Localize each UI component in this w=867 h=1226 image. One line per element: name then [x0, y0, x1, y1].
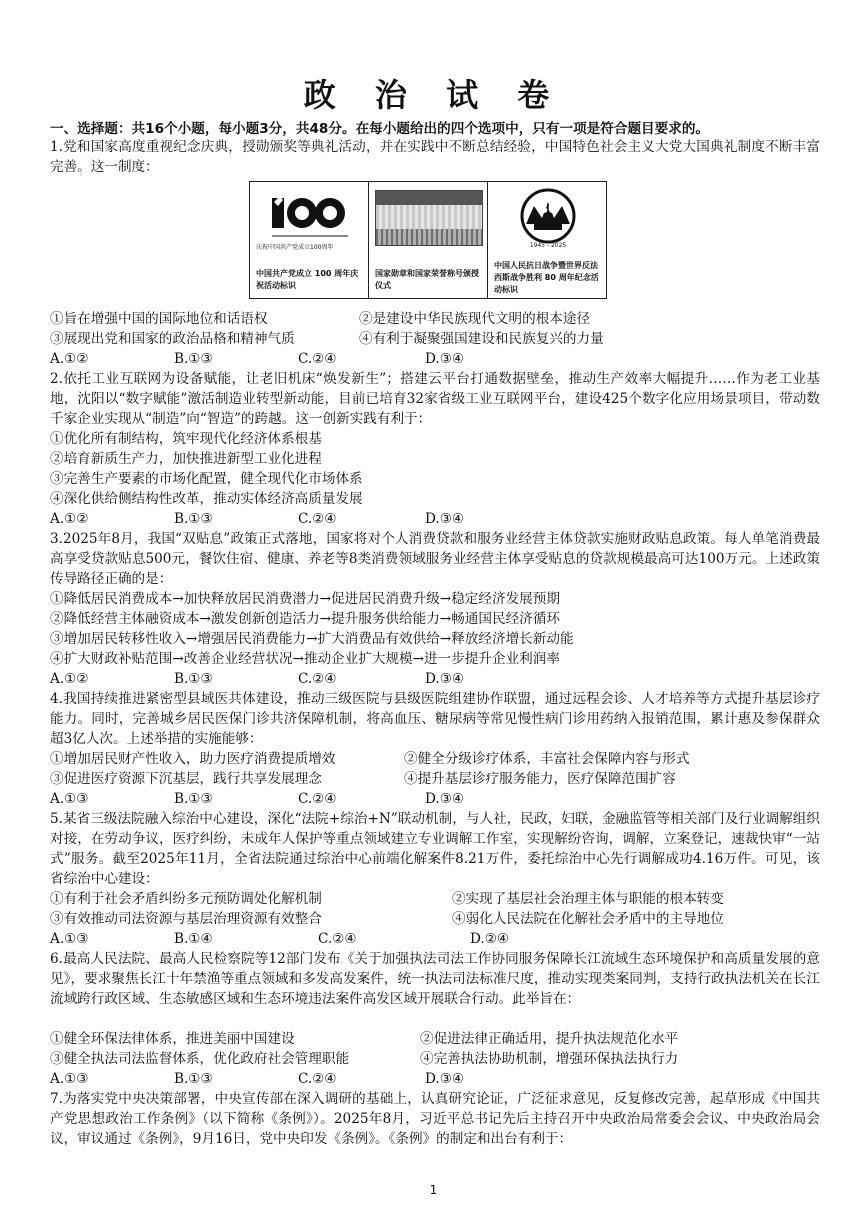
q6-choice-c: C.②④: [298, 1071, 337, 1087]
q3-choice-b: B.①③: [174, 671, 213, 687]
q2-choice-d: D.③④: [425, 511, 465, 527]
q3-choice-c: C.②④: [298, 671, 337, 687]
q5-item-1: ①有利于社会矛盾纠纷多元预防调处化解机制: [50, 891, 322, 907]
page-title: 政 治 试 卷: [303, 76, 564, 114]
q1-item-1: ①旨在增强中国的国际地位和话语权: [50, 311, 268, 327]
q1-choice-a: A.①②: [50, 351, 89, 367]
logo-3-years: 1945 - 2025: [529, 242, 567, 249]
q2-item-3: ③完善生产要素的市场化配置，健全现代化市场体系: [50, 471, 363, 487]
question-2-stem: 2.依托工业互联网为设备赋能，让老旧机床“焕发新生”；搭建云平台打通数据壁垒，推动生产效率大幅提升……作为老工业基地，沈阳以“数字赋能”激活制造业转型新动能，目前已培育32家省级工业互联网平台，建设425个数字化应用场景项目，带动数千家企业实现从“制造”向“智造”的跨越。这一创新实践有利于：: [50, 371, 820, 427]
q1-choice-c: C.②④: [298, 351, 337, 367]
q6-item-2: ②促进法律正确适用，提升执法规范化水平: [420, 1031, 679, 1047]
q3-choice-d: D.③④: [425, 671, 465, 687]
q5-item-2: ②实现了基层社会治理主体与职能的根本转变: [452, 891, 724, 907]
logo-3-number: 80: [538, 202, 558, 217]
q1-choice-b: B.①③: [174, 351, 213, 367]
q4-item-1: ①增加居民财产性收入，助力医疗消费提质增效: [50, 751, 336, 767]
section-heading: 一、选择题：共16个小题，每小题3分，共48分。在每小题给出的四个选项中，只有一项是符合题目要求的。: [50, 121, 710, 137]
q5-choice-a: A.①③: [50, 931, 89, 947]
page-number: 1: [429, 1183, 438, 1197]
figure-caption-3: 中国人民抗日战争暨世界反法西斯战争胜利 80 周年纪念活动标识: [494, 261, 599, 294]
q4-choice-a: A.①③: [50, 791, 89, 807]
q5-item-3: ③有效推动司法资源与基层治理资源有效整合: [50, 911, 322, 927]
question-7-stem: 7.为落实党中央决策部署，中央宣传部在深入调研的基础上，认真研究论证，广泛征求意见，反复修改完善，起草形成《中国共产党思想政治工作条例》（以下简称《条例》）。2025年8月，习近平总书记先后主持召开中央政治局常委会会议、中央政治局会议，审议通过《条例》，9月16日，党中央印发《条例》。《条例》的制定和出台有利于：: [50, 1091, 820, 1147]
figure-panel-80th-anniversary: [488, 182, 606, 298]
q5-item-4: ④弱化人民法院在化解社会矛盾中的主导地位: [452, 911, 724, 927]
question-4-stem: 4.我国持续推进紧密型县域医共体建设，推动三级医院与县级医院组建协作联盟，通过远程会诊、人才培养等方式提升基层诊疗能力。同时，完善城乡居民医保门诊共济保障机制，将高血压、糖尿病等常见慢性病门诊用药纳入报销范围，累计惠及参保群众超3亿人次。上述举措的实施能够：: [50, 691, 820, 747]
question-5-stem: 5.某省三级法院融入综治中心建设，深化“法院+综治+N”联动机制，与人社，民政，妇联，金融监管等相关部门及行业调解组织对接，在劳动争议，医疗纠纷，未成年人保护等重点领域建立专业调解工作室，实现解纷咨询，调解，立案登记，速裁快审“一站式”服务。截至2025年11月，全省法院通过综治中心前端化解案件8.21万件，委托综治中心先行调解成功4.16万件。可见，该省综治中心建设：: [50, 811, 820, 887]
question-6-stem: 6.最高人民法院、最高人民检察院等12部门发布《关于加强执法司法工作协同服务保障长江流域生态环境保护和高质量发展的意见》，要求聚焦长江十年禁渔等重点领域和多发高发案件，统一执法司法标准尺度，推动实现类案同判，支持行政执法机关在长江流域跨行政区域、生态敏感区域和生态环境违法案件高发区域开展联合行动。此举旨在：: [50, 951, 820, 1007]
q3-item-4: ④扩大财政补贴范围→改善企业经营状况→推动企业扩大规模→进一步提升企业利润率: [50, 651, 560, 667]
q4-choice-c: C.②④: [298, 791, 337, 807]
q1-item-4: ④有利于凝聚强国建设和民族复兴的力量: [359, 331, 604, 347]
figure-panel-honor-ceremony: [369, 182, 488, 298]
q2-choice-a: A.①②: [50, 511, 89, 527]
q5-choice-d: D.②④: [470, 931, 510, 947]
q3-item-2: ②降低经营主体融资成本→激发创新创造活力→提升服务供给能力→畅通国民经济循环: [50, 611, 560, 627]
question-3-stem: 3.2025年8月，我国“双贴息”政策正式落地，国家将对个人消费贷款和服务业经营主体贷款实施财政贴息政策。每人单笔消费最高享受贷款贴息500元，餐饮住宿、健康、养老等8类消费领域服务业经营主体享受贴息的贷款规模最高可达100万元。上述政策传导路径正确的是：: [50, 531, 820, 587]
q4-item-2: ②健全分级诊疗体系，丰富社会保障内容与形式: [404, 751, 690, 767]
figure-panel-100th-anniversary: [250, 182, 369, 298]
q6-item-4: ④完善执法协助机制，增强环保执法执行力: [420, 1051, 679, 1067]
party-100-logo-icon: [270, 192, 350, 242]
q2-item-4: ④深化供给侧结构性改革，推动实体经济高质量发展: [50, 491, 363, 507]
q2-item-1: ①优化所有制结构，筑牢现代化经济体系根基: [50, 431, 322, 447]
q2-item-2: ②培育新质生产力，加快推进新型工业化进程: [50, 451, 322, 467]
q4-item-4: ④提升基层诊疗服务能力，医疗保障范围扩容: [404, 771, 676, 787]
q4-choice-d: D.③④: [425, 791, 465, 807]
q2-choice-c: C.②④: [298, 511, 337, 527]
q1-choice-d: D.③④: [425, 351, 465, 367]
q1-item-3: ③展现出党和国家的政治品格和精神气质: [50, 331, 295, 347]
q6-item-1: ①健全环保法律体系，推进美丽中国建设: [50, 1031, 295, 1047]
q5-choice-b: B.①④: [174, 931, 213, 947]
question-1-figure: [249, 181, 607, 299]
question-1-stem: 1.党和国家高度重视纪念庆典，授勋颁奖等典礼活动，并在实践中不断总结经验，中国特色社会主义大党大国典礼制度不断丰富完善。这一制度：: [50, 139, 820, 175]
q6-choice-a: A.①③: [50, 1071, 89, 1087]
q3-item-1: ①降低居民消费成本→加快释放居民消费潜力→促进居民消费升级→稳定经济发展预期: [50, 591, 560, 607]
q2-choice-b: B.①③: [174, 511, 213, 527]
q6-choice-b: B.①③: [174, 1071, 213, 1087]
q3-choice-a: A.①②: [50, 671, 89, 687]
q4-choice-b: B.①③: [174, 791, 213, 807]
q6-item-3: ③健全执法司法监督体系，优化政府社会管理职能: [50, 1051, 350, 1067]
q1-item-2: ②是建设中华民族现代文明的根本途径: [359, 311, 591, 327]
q3-item-3: ③增加居民转移性收入→增强居民消费能力→扩大消费品有效供给→释放经济增长新动能: [50, 631, 574, 647]
ceremony-photo: [375, 190, 483, 246]
q6-choice-d: D.③④: [425, 1071, 465, 1087]
q5-choice-c: C.②④: [318, 931, 357, 947]
q4-item-3: ③促进医疗资源下沉基层，践行共享发展理念: [50, 771, 322, 787]
figure-caption-1: 中国共产党成立 100 周年庆祝活动标识: [256, 269, 359, 290]
logo-1-small-text: 庆祝中国共产党成立100周年: [256, 244, 334, 251]
figure-caption-2: 国家勋章和国家荣誉称号颁授仪式: [375, 269, 479, 290]
